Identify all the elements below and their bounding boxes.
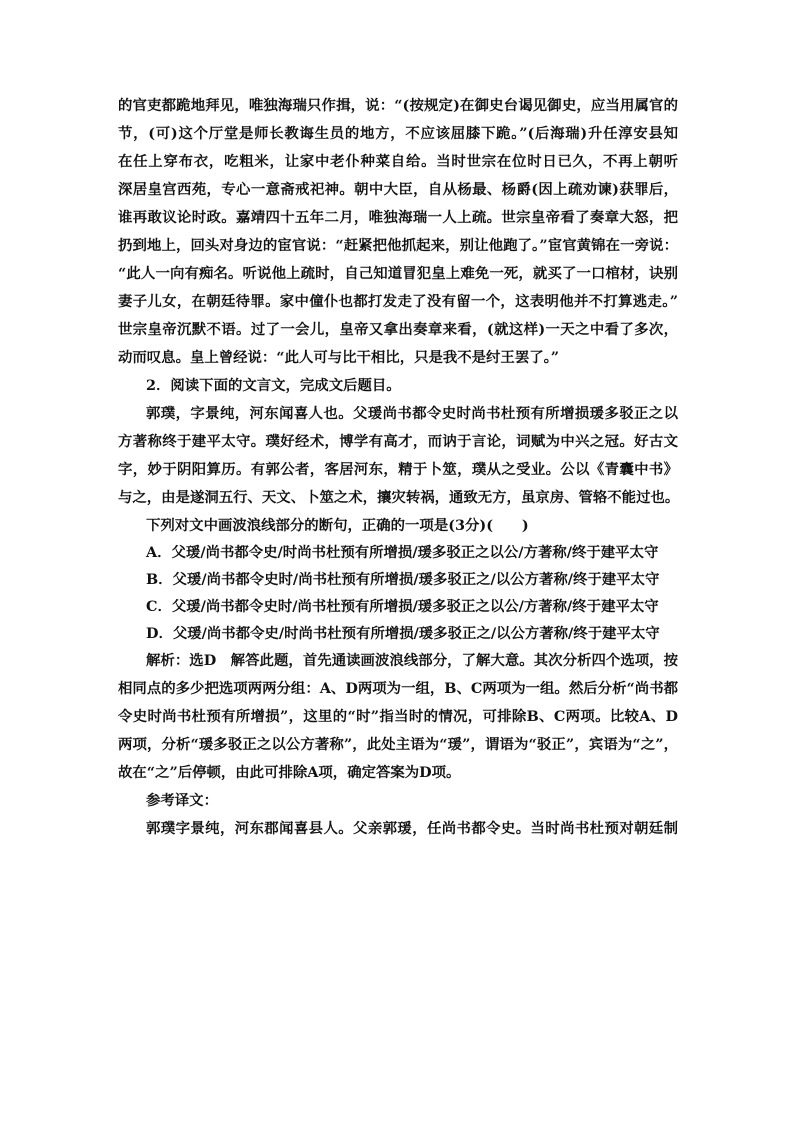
option-b: B．父瑗/尚书都令史时/尚书杜预有所增损/瑗多驳正之/以公方著称/终于建平太守 <box>146 571 660 588</box>
question-prompt: 下列对文中画波浪线部分的断句，正确的一项是(3分)( ) <box>146 517 529 534</box>
text-line: 与之，由是遂洞五行、天文、卜筮之术，攘灾转祸，通致无方，虽京房、管辂不能过也。 <box>118 489 680 506</box>
answer-options <box>118 539 678 647</box>
text-line: 的官吏都跪地拜见，唯独海瑞只作揖，说：“(按规定)在御史台谒见御史，应当用属官的 <box>118 97 678 114</box>
text-line: 相同点的多少把选项两两分组：A、D两项为一组，B、C两项为一组。然后分析“尚书都 <box>118 680 678 697</box>
text-line: 妻子儿女，在朝廷待罪。家中僮仆也都打发走了没有留一个，这表明他并不打算逃走。” <box>118 293 678 310</box>
text-line: 在任上穿布衣，吃粗米，让家中老仆种菜自给。当时世宗在位时日已久，不再上朝听 <box>118 153 678 170</box>
option-d: D．父瑗/尚书都令史/时尚书杜预有所增损/瑗多驳正之/以公方著称/终于建平太守 <box>146 625 660 642</box>
document-page <box>118 92 678 843</box>
text-line: 两项，分析“瑗多驳正之以公方著称”，此处主语为“瑗”，谓语为“驳正”，宾语为“之”， <box>118 736 678 753</box>
text-line: 方著称终于建平太守。璞好经术，博学有高才，而讷于言论，词赋为中兴之冠。好古文 <box>118 433 678 450</box>
classical-passage <box>118 400 678 512</box>
text-line: 故在“之”后停顿，由此可排除A项，确定答案为D项。 <box>118 764 461 781</box>
text-line: 解析：选D 解答此题，首先通读画波浪线部分，了解大意。其次分析四个选项，按 <box>146 652 678 669</box>
text-line: 动而叹息。皇上曾经说：“此人可与比干相比，只是我不是纣王罢了。” <box>118 349 560 366</box>
translation-text <box>118 815 678 843</box>
text-line: 扔到地上，回头对身边的宦官说：“赶紧把他抓起来，别让他跑了。”宦官黄锦在一旁说： <box>118 237 678 254</box>
text-line: 世宗皇帝沉默不语。过了一会儿，皇帝又拿出奏章来看，(就这样)一天之中看了多次， <box>118 321 678 338</box>
text-line: “此人一向有痴名。听说他上疏时，自己知道冒犯皇上难免一死，就买了一口棺材，诀别 <box>118 265 678 282</box>
question-heading: 2．阅读下面的文言文，完成文后题目。 <box>146 377 401 394</box>
text-line: 令史时尚书杜预有所增损”，这里的“时”指当时的情况，可排除B、C两项。比较A、D <box>118 708 678 725</box>
option-a: A．父瑗/尚书都令史/时尚书杜预有所增损/瑗多驳正之以公/方著称/终于建平太守 <box>146 544 659 561</box>
text-line: 字，妙于阴阳算历。有郭公者，客居河东，精于卜筮，璞从之受业。公以《青囊中书》 <box>118 461 678 478</box>
text-line: 郭璞字景纯，河东郡闻喜县人。父亲郭瑗，任尚书都令史。当时尚书杜预对朝廷制 <box>146 820 678 837</box>
passage-translation-continued <box>118 92 678 372</box>
option-c: C．父瑗/尚书都令史时/尚书杜预有所增损/瑗多驳正之以公/方著称/终于建平太守 <box>146 598 659 615</box>
translation-label: 参考译文： <box>146 792 218 809</box>
question-2 <box>118 372 678 843</box>
analysis <box>118 647 678 787</box>
text-line: 深居皇宫西苑，专心一意斋戒祀神。朝中大臣，自从杨最、杨爵(因上疏劝谏)获罪后， <box>118 181 678 198</box>
text-line: 谁再敢议论时政。嘉靖四十五年二月，唯独海瑞一人上疏。世宗皇帝看了奏章大怒，把 <box>118 209 678 226</box>
text-line: 郭璞，字景纯，河东闻喜人也。父瑗尚书都令史时尚书杜预有所增损瑗多驳正之以 <box>146 405 678 422</box>
text-line: 节，(可)这个厅堂是师长教诲生员的地方，不应该屈膝下跪。”(后海瑞)升任淳安县知 <box>118 125 678 142</box>
